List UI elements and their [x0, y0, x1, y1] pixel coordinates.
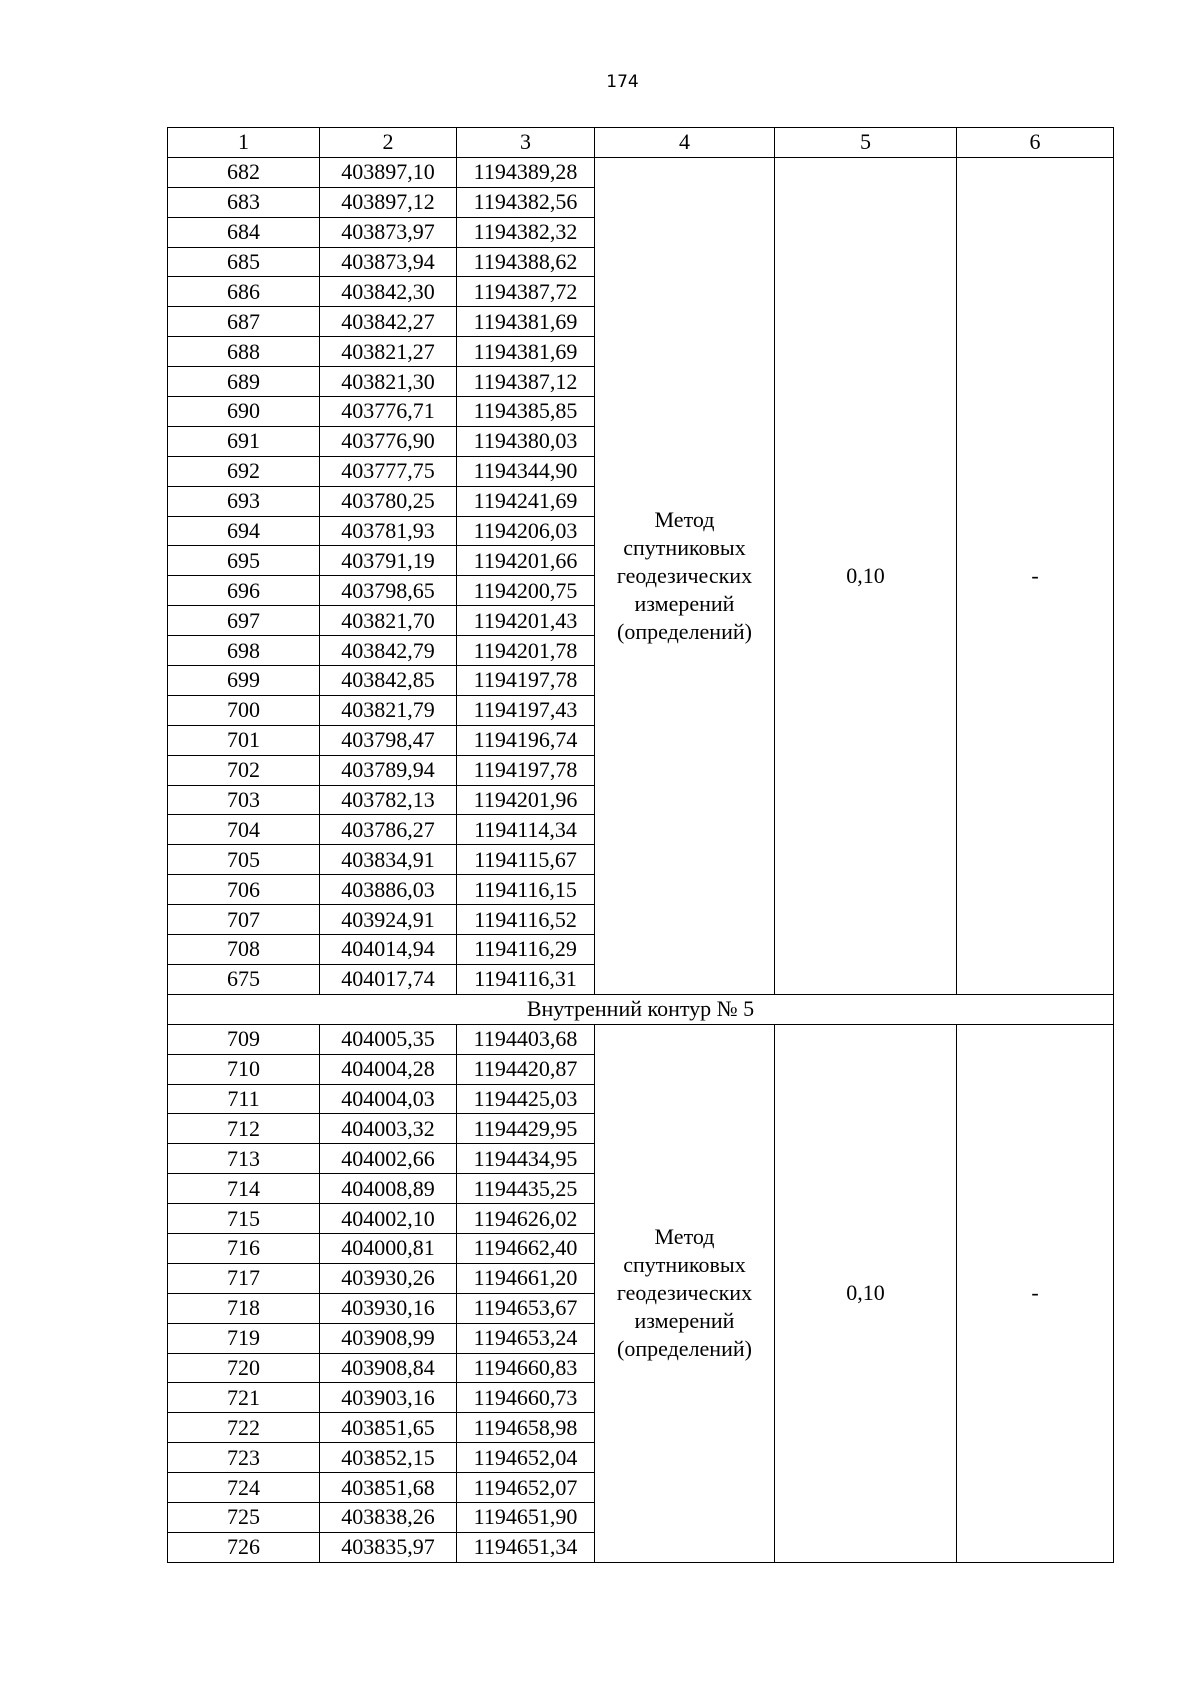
x-coordinate-cell: 403903,16	[320, 1383, 457, 1413]
y-coordinate-cell: 1194200,75	[457, 576, 595, 606]
x-coordinate-cell: 403798,65	[320, 576, 457, 606]
point-number-cell: 716	[168, 1233, 320, 1263]
point-number-cell: 690	[168, 397, 320, 427]
x-coordinate-cell: 403873,94	[320, 247, 457, 277]
accuracy-cell: 0,10	[775, 1024, 957, 1562]
x-coordinate-cell: 404004,28	[320, 1054, 457, 1084]
y-coordinate-cell: 1194429,95	[457, 1114, 595, 1144]
y-coordinate-cell: 1194196,74	[457, 725, 595, 755]
x-coordinate-cell: 404004,03	[320, 1084, 457, 1114]
x-coordinate-cell: 403842,85	[320, 666, 457, 696]
point-number-cell: 694	[168, 516, 320, 546]
y-coordinate-cell: 1194381,69	[457, 307, 595, 337]
x-coordinate-cell: 404002,10	[320, 1204, 457, 1234]
y-coordinate-cell: 1194116,31	[457, 964, 595, 994]
point-number-cell: 693	[168, 486, 320, 516]
column-header: 6	[957, 128, 1114, 158]
y-coordinate-cell: 1194660,83	[457, 1353, 595, 1383]
point-number-cell: 692	[168, 456, 320, 486]
x-coordinate-cell: 404002,66	[320, 1144, 457, 1174]
x-coordinate-cell: 404005,35	[320, 1024, 457, 1054]
column-header: 1	[168, 128, 320, 158]
y-coordinate-cell: 1194388,62	[457, 247, 595, 277]
point-number-cell: 701	[168, 725, 320, 755]
x-coordinate-cell: 403908,99	[320, 1323, 457, 1353]
y-coordinate-cell: 1194389,28	[457, 157, 595, 187]
y-coordinate-cell: 1194651,90	[457, 1502, 595, 1532]
method-cell: Метод спутниковых геодезических измерений (определений)	[595, 1024, 775, 1562]
y-coordinate-cell: 1194382,56	[457, 187, 595, 217]
x-coordinate-cell: 404008,89	[320, 1174, 457, 1204]
y-coordinate-cell: 1194434,95	[457, 1144, 595, 1174]
x-coordinate-cell: 403780,25	[320, 486, 457, 516]
point-number-cell: 675	[168, 964, 320, 994]
point-number-cell: 717	[168, 1263, 320, 1293]
x-coordinate-cell: 403842,27	[320, 307, 457, 337]
x-coordinate-cell: 403776,90	[320, 426, 457, 456]
y-coordinate-cell: 1194201,43	[457, 606, 595, 636]
x-coordinate-cell: 403838,26	[320, 1502, 457, 1532]
x-coordinate-cell: 403930,16	[320, 1293, 457, 1323]
x-coordinate-cell: 403821,79	[320, 695, 457, 725]
accuracy-cell: 0,10	[775, 157, 957, 994]
x-coordinate-cell: 403842,79	[320, 636, 457, 666]
x-coordinate-cell: 403852,15	[320, 1443, 457, 1473]
y-coordinate-cell: 1194385,85	[457, 397, 595, 427]
y-coordinate-cell: 1194344,90	[457, 456, 595, 486]
x-coordinate-cell: 403897,12	[320, 187, 457, 217]
x-coordinate-cell: 403834,91	[320, 845, 457, 875]
y-coordinate-cell: 1194387,12	[457, 367, 595, 397]
point-number-cell: 699	[168, 666, 320, 696]
y-coordinate-cell: 1194403,68	[457, 1024, 595, 1054]
x-coordinate-cell: 403791,19	[320, 546, 457, 576]
y-coordinate-cell: 1194425,03	[457, 1084, 595, 1114]
y-coordinate-cell: 1194197,78	[457, 755, 595, 785]
x-coordinate-cell: 403782,13	[320, 785, 457, 815]
y-coordinate-cell: 1194660,73	[457, 1383, 595, 1413]
table-header-row	[168, 128, 1114, 158]
x-coordinate-cell: 404000,81	[320, 1233, 457, 1263]
x-coordinate-cell: 403821,27	[320, 337, 457, 367]
contour-title: Внутренний контур № 5	[168, 994, 1114, 1024]
x-coordinate-cell: 403851,68	[320, 1473, 457, 1503]
page-number: 174	[606, 72, 639, 92]
x-coordinate-cell: 403886,03	[320, 875, 457, 905]
y-coordinate-cell: 1194114,34	[457, 815, 595, 845]
point-number-cell: 707	[168, 905, 320, 935]
y-coordinate-cell: 1194387,72	[457, 277, 595, 307]
x-coordinate-cell: 404003,32	[320, 1114, 457, 1144]
x-coordinate-cell: 403851,65	[320, 1413, 457, 1443]
y-coordinate-cell: 1194653,24	[457, 1323, 595, 1353]
point-number-cell: 710	[168, 1054, 320, 1084]
point-number-cell: 684	[168, 217, 320, 247]
y-coordinate-cell: 1194435,25	[457, 1174, 595, 1204]
contour-title-row	[168, 994, 1114, 1024]
point-number-cell: 718	[168, 1293, 320, 1323]
point-number-cell: 700	[168, 695, 320, 725]
x-coordinate-cell: 403821,30	[320, 367, 457, 397]
x-coordinate-cell: 404014,94	[320, 935, 457, 965]
y-coordinate-cell: 1194652,07	[457, 1473, 595, 1503]
y-coordinate-cell: 1194626,02	[457, 1204, 595, 1234]
x-coordinate-cell: 403873,97	[320, 217, 457, 247]
point-number-cell: 725	[168, 1502, 320, 1532]
point-number-cell: 711	[168, 1084, 320, 1114]
method-cell: Метод спутниковых геодезических измерений (определений)	[595, 157, 775, 994]
point-number-cell: 708	[168, 935, 320, 965]
x-coordinate-cell: 403781,93	[320, 516, 457, 546]
y-coordinate-cell: 1194652,04	[457, 1443, 595, 1473]
y-coordinate-cell: 1194662,40	[457, 1233, 595, 1263]
x-coordinate-cell: 404017,74	[320, 964, 457, 994]
y-coordinate-cell: 1194116,29	[457, 935, 595, 965]
x-coordinate-cell: 403908,84	[320, 1353, 457, 1383]
note-cell: -	[957, 1024, 1114, 1562]
point-number-cell: 709	[168, 1024, 320, 1054]
table-row	[168, 1024, 1114, 1054]
y-coordinate-cell: 1194420,87	[457, 1054, 595, 1084]
point-number-cell: 689	[168, 367, 320, 397]
point-number-cell: 722	[168, 1413, 320, 1443]
point-number-cell: 687	[168, 307, 320, 337]
coordinates-table	[167, 127, 1114, 1563]
x-coordinate-cell: 403777,75	[320, 456, 457, 486]
y-coordinate-cell: 1194201,66	[457, 546, 595, 576]
y-coordinate-cell: 1194206,03	[457, 516, 595, 546]
point-number-cell: 695	[168, 546, 320, 576]
point-number-cell: 703	[168, 785, 320, 815]
y-coordinate-cell: 1194661,20	[457, 1263, 595, 1293]
table-body	[168, 157, 1114, 1562]
point-number-cell: 721	[168, 1383, 320, 1413]
column-header: 5	[775, 128, 957, 158]
point-number-cell: 719	[168, 1323, 320, 1353]
y-coordinate-cell: 1194116,52	[457, 905, 595, 935]
x-coordinate-cell: 403924,91	[320, 905, 457, 935]
point-number-cell: 704	[168, 815, 320, 845]
y-coordinate-cell: 1194115,67	[457, 845, 595, 875]
point-number-cell: 697	[168, 606, 320, 636]
x-coordinate-cell: 403798,47	[320, 725, 457, 755]
point-number-cell: 724	[168, 1473, 320, 1503]
y-coordinate-cell: 1194651,34	[457, 1532, 595, 1562]
x-coordinate-cell: 403842,30	[320, 277, 457, 307]
point-number-cell: 702	[168, 755, 320, 785]
point-number-cell: 696	[168, 576, 320, 606]
column-header: 3	[457, 128, 595, 158]
y-coordinate-cell: 1194653,67	[457, 1293, 595, 1323]
note-cell: -	[957, 157, 1114, 994]
column-header: 4	[595, 128, 775, 158]
y-coordinate-cell: 1194382,32	[457, 217, 595, 247]
y-coordinate-cell: 1194197,78	[457, 666, 595, 696]
point-number-cell: 682	[168, 157, 320, 187]
point-number-cell: 713	[168, 1144, 320, 1174]
point-number-cell: 715	[168, 1204, 320, 1234]
x-coordinate-cell: 403930,26	[320, 1263, 457, 1293]
x-coordinate-cell: 403776,71	[320, 397, 457, 427]
point-number-cell: 706	[168, 875, 320, 905]
point-number-cell: 683	[168, 187, 320, 217]
point-number-cell: 691	[168, 426, 320, 456]
y-coordinate-cell: 1194201,96	[457, 785, 595, 815]
y-coordinate-cell: 1194380,03	[457, 426, 595, 456]
point-number-cell: 685	[168, 247, 320, 277]
table-row	[168, 157, 1114, 187]
x-coordinate-cell: 403835,97	[320, 1532, 457, 1562]
x-coordinate-cell: 403789,94	[320, 755, 457, 785]
column-header: 2	[320, 128, 457, 158]
y-coordinate-cell: 1194241,69	[457, 486, 595, 516]
x-coordinate-cell: 403897,10	[320, 157, 457, 187]
point-number-cell: 720	[168, 1353, 320, 1383]
y-coordinate-cell: 1194197,43	[457, 695, 595, 725]
point-number-cell: 726	[168, 1532, 320, 1562]
point-number-cell: 705	[168, 845, 320, 875]
point-number-cell: 688	[168, 337, 320, 367]
point-number-cell: 714	[168, 1174, 320, 1204]
point-number-cell: 686	[168, 277, 320, 307]
x-coordinate-cell: 403821,70	[320, 606, 457, 636]
point-number-cell: 712	[168, 1114, 320, 1144]
y-coordinate-cell: 1194116,15	[457, 875, 595, 905]
point-number-cell: 723	[168, 1443, 320, 1473]
y-coordinate-cell: 1194381,69	[457, 337, 595, 367]
x-coordinate-cell: 403786,27	[320, 815, 457, 845]
y-coordinate-cell: 1194201,78	[457, 636, 595, 666]
y-coordinate-cell: 1194658,98	[457, 1413, 595, 1443]
point-number-cell: 698	[168, 636, 320, 666]
